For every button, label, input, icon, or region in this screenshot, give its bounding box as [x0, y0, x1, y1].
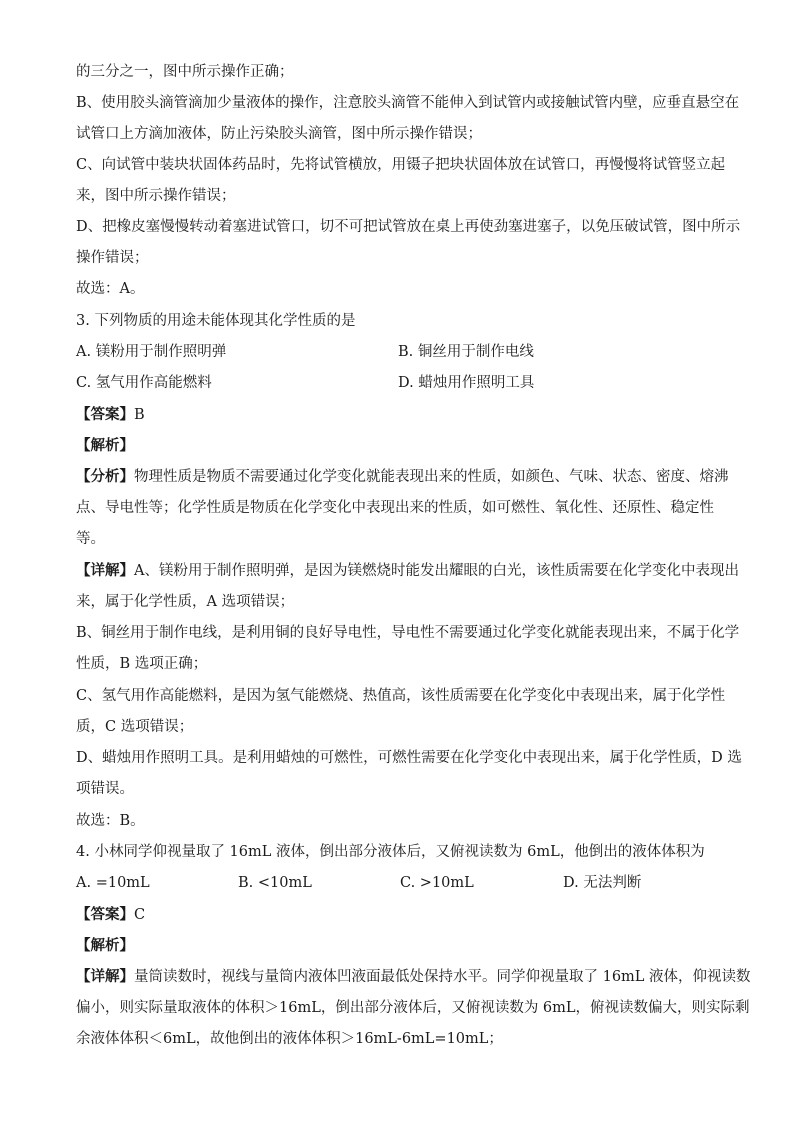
analysis-tag: 【解析】: [76, 437, 134, 454]
analysis-tag: 【解析】: [76, 937, 134, 954]
text-line: 试管口上方滴加液体，防止污染胶头滴管，图中所示操作错误；: [76, 126, 482, 142]
text-line: 故选：A。: [76, 281, 145, 297]
text-line: 来，图中所示操作错误；: [76, 188, 236, 204]
text-span: 量筒读数时，视线与量筒内液体凹液面最低处保持水平。同学仰视量取了 16mL 液体，仰视读数: [134, 969, 751, 985]
text-line: 项错误。: [76, 781, 134, 797]
q4-option-a: A. =10mL: [76, 875, 150, 891]
q4-answer: [76, 905, 145, 925]
text-span: 物理性质是物质不需要通过化学变化就能表现出来的性质，如颜色、气味、状态、密度、熔沸: [134, 469, 729, 485]
text-line: 点、导电性等；化学性质是物质在化学变化中表现出来的性质，如可燃性、氧化性、还原性、稳定性: [76, 500, 714, 516]
text-line: C、向试管中装块状固体药品时，先将试管横放，用镊子把块状固体放在试管口，再慢慢将试管竖立起: [76, 157, 726, 173]
detail-tag: 【详解】: [76, 968, 134, 985]
answer-value: B: [134, 407, 145, 423]
answer-value: C: [134, 907, 146, 923]
q4-option-c: C. >10mL: [400, 875, 474, 891]
detail-tag: 【详解】: [76, 562, 134, 579]
q3-option-d: D. 蜡烛用作照明工具: [398, 375, 535, 391]
q3-option-b: B. 铜丝用于制作电线: [398, 344, 534, 360]
question-3-stem: 3. 下列物质的用途未能体现其化学性质的是: [76, 313, 356, 329]
fenxi-tag: 【分析】: [76, 468, 134, 485]
answer-tag: 【答案】: [76, 406, 134, 423]
answer-tag: 【答案】: [76, 906, 134, 923]
text-line: C、氢气用作高能燃料，是因为氢气能燃烧、热值高，该性质需要在化学变化中表现出来，属于化学性: [76, 688, 726, 704]
text-line: 质，C 选项错误；: [76, 719, 194, 735]
text-line: 来，属于化学性质，A 选项错误；: [76, 594, 295, 610]
q3-option-c: C. 氢气用作高能燃料: [76, 375, 212, 391]
text-line: B、铜丝用于制作电线，是利用铜的良好导电性，导电性不需要通过化学变化就能表现出来，不属于化学: [76, 625, 740, 641]
text-span: A、镁粉用于制作照明弹，是因为镁燃烧时能发出耀眼的白光，该性质需要在化学变化中表现出: [134, 563, 739, 579]
text-line: 等。: [76, 531, 105, 547]
text-line: 操作错误；: [76, 250, 149, 266]
q3-fenxi: [76, 467, 729, 487]
q4-option-d: D. 无法判断: [563, 875, 642, 891]
q4-detail: [76, 967, 751, 987]
text-line: 性质，B 选项正确；: [76, 656, 208, 672]
q4-option-b: B. <10mL: [238, 875, 312, 891]
text-line: D、蜡烛用作照明工具。是利用蜡烛的可燃性，可燃性需要在化学变化中表现出来，属于化学性质，D 选: [76, 750, 742, 766]
text-line: 的三分之一，图中所示操作正确；: [76, 64, 294, 80]
text-line: B、使用胶头滴管滴加少量液体的操作，注意胶头滴管不能伸入到试管内或接触试管内壁，应垂直悬空在: [76, 95, 740, 111]
text-line: 故选：B。: [76, 813, 145, 829]
q3-answer: [76, 405, 145, 425]
text-line: 偏小，则实际量取液体的体积＞16mL，倒出部分液体后，又俯视读数为 6mL，俯视读数偏大，则实际剩: [76, 1000, 750, 1016]
q3-option-a: A. 镁粉用于制作照明弹: [76, 344, 227, 360]
text-line: D、把橡皮塞慢慢转动着塞进试管口，切不可把试管放在桌上再使劲塞进塞子，以免压破试管，图中所示: [76, 219, 741, 235]
q3-detail: [76, 561, 739, 581]
text-line: 余液体体积＜6mL，故他倒出的液体体积＞16mL-6mL=10mL；: [76, 1031, 503, 1047]
question-4-stem: 4. 小林同学仰视量取了 16mL 液体，倒出部分液体后，又俯视读数为 6mL，他倒出的液体体积为: [76, 844, 705, 860]
